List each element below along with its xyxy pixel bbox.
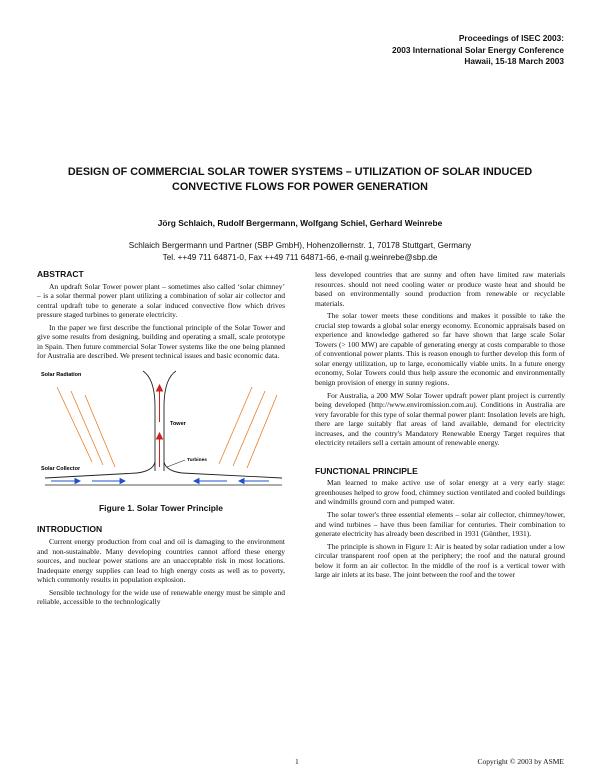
radiation-arrows <box>57 387 277 468</box>
solar-tower-figure <box>37 367 285 497</box>
label-solar-radiation: Solar Radiation <box>41 371 82 378</box>
functional-paragraph-1: Man learned to make active use of solar energy at a very early stage: greenhouses helped to grow food, chimney suction ventilated and cooled buildings and windmills ground corn and pumped water. <box>315 478 565 507</box>
right-paragraph-3: For Australia, a 200 MW Solar Tower updraft power plant project is currently being developed (http://www.enviromission.com.au). Conditions in Australia are very favorable for this type of solar thermal power plant: Insolation levels are high, there are large suitably flat areas of land available, demand for electricity increases, and the country's Mandatory Renewable Energy Target requires that electricity retailers sell a certain amount of renewable energy. <box>315 390 565 448</box>
title-line-2: CONVECTIVE FLOWS FOR POWER GENERATION <box>172 181 428 193</box>
introduction-paragraph-2: Sensible technology for the wide use of renewable energy must be simple and reliable, accessible to the technologically <box>37 587 285 607</box>
title-line-1: DESIGN OF COMMERCIAL SOLAR TOWER SYSTEMS – UTILIZATION OF SOLAR INDUCED <box>67 166 533 178</box>
functional-paragraph-2: The solar tower's three essential elements – solar air collector, chimney/tower, and wind turbines – have thus been familiar for centuries. Their combination to generate electricity has already been described in 1931 (Günther, 1931). <box>315 510 565 539</box>
proceedings-header <box>284 33 564 68</box>
figure-caption: Figure 1. Solar Tower Principle <box>98 502 224 513</box>
proceedings-line-1: Proceedings of ISEC 2003: <box>458 33 564 43</box>
affiliation <box>30 240 570 263</box>
collector-roof <box>45 473 282 478</box>
introduction-heading: INTRODUCTION <box>37 524 103 535</box>
abstract-paragraph-2: In the paper we first describe the functional principle of the Solar Tower and give some results from designing, building and operating a small, scale prototype in Spain. Then future commercial Solar Tower systems like the one being planned for Australia are described. We present technical issues and basic economic data. <box>37 322 285 361</box>
paper-title <box>30 165 570 195</box>
introduction-paragraph-1: Current energy production from coal and oil is damaging to the environment and non-sustainable. Many developing countries cannot afford these energy sources, and nuclear power stations are an unacceptable risk in most locations. Inadequate energy supplies can lead to high energy costs as well as to poverty, which commonly results in population explosion. <box>37 537 285 585</box>
right-column <box>315 270 565 583</box>
authors: Jörg Schlaich, Rudolf Bergermann, Wolfgang Schiel, Gerhard Weinrebe <box>157 218 443 228</box>
inflow-arrows <box>51 478 269 483</box>
proceedings-line-2: 2003 International Solar Energy Conference <box>392 44 564 55</box>
affiliation-line-1: Schlaich Bergermann und Partner (SBP GmbH), Hohenzollernstr. 1, 70178 Stuttgart, Germany <box>128 241 472 250</box>
turbine-marker <box>167 460 185 467</box>
label-tower: Tower <box>170 420 186 427</box>
functional-paragraph-3: The principle is shown in Figure 1: Air is heated by solar radiation under a low circular transparent roof open at the periphery; the roof and the natural ground below it form an air collector. In the middle of the roof is a vertical tower with large air inlets at its base. The joint between the roof and the tower <box>315 541 565 580</box>
page-number: 1 <box>295 757 299 766</box>
functional-principle-heading: FUNCTIONAL PRINCIPLE <box>315 465 418 476</box>
updraft-arrows <box>157 385 163 467</box>
affiliation-line-2: Tel. ++49 711 64871-0, Fax ++49 711 64871-66, e-mail g.weinrebe@sbp.de <box>162 252 438 262</box>
solar-tower-diagram <box>37 367 285 497</box>
left-column <box>37 270 285 610</box>
label-solar-collector: Solar Collector <box>41 465 81 472</box>
right-paragraph-2: The solar tower meets these conditions and makes it possible to take the crucial step towards a global solar energy economy. Economic appraisals based on experience and knowledge gathered so far have shown that large scale Solar Towers (> 100 MW) are capable of generating energy at costs comparable to those of conventional power plants. This is reason enough to further develop this form of solar energy utilization, up to large, economically viable units. In a future energy economy, Solar Towers could thus help assure the economic and environmentally benign provision of energy in sunny regions. <box>315 311 565 388</box>
proceedings-line-3: Hawaii, 15-18 March 2003 <box>464 56 564 66</box>
abstract-paragraph-1: An updraft Solar Tower power plant – sometimes also called ‘solar chimney’ – is a solar thermal power plant utilizing a combination of solar air collector and central updraft tube to generate a solar induced convective flow which drives pressure staged turbines to generate electricity. <box>37 281 285 320</box>
right-paragraph-1: less developed countries that are sunny and often have limited raw materials resources. should not need cooling water or produce waste heat and should be based on environmentally sound production from renewable or recyclable materials. <box>315 270 565 308</box>
copyright: Copyright © 2003 by ASME <box>477 757 564 766</box>
abstract-heading: ABSTRACT <box>37 269 84 279</box>
label-turbines: Turbines <box>187 457 207 463</box>
